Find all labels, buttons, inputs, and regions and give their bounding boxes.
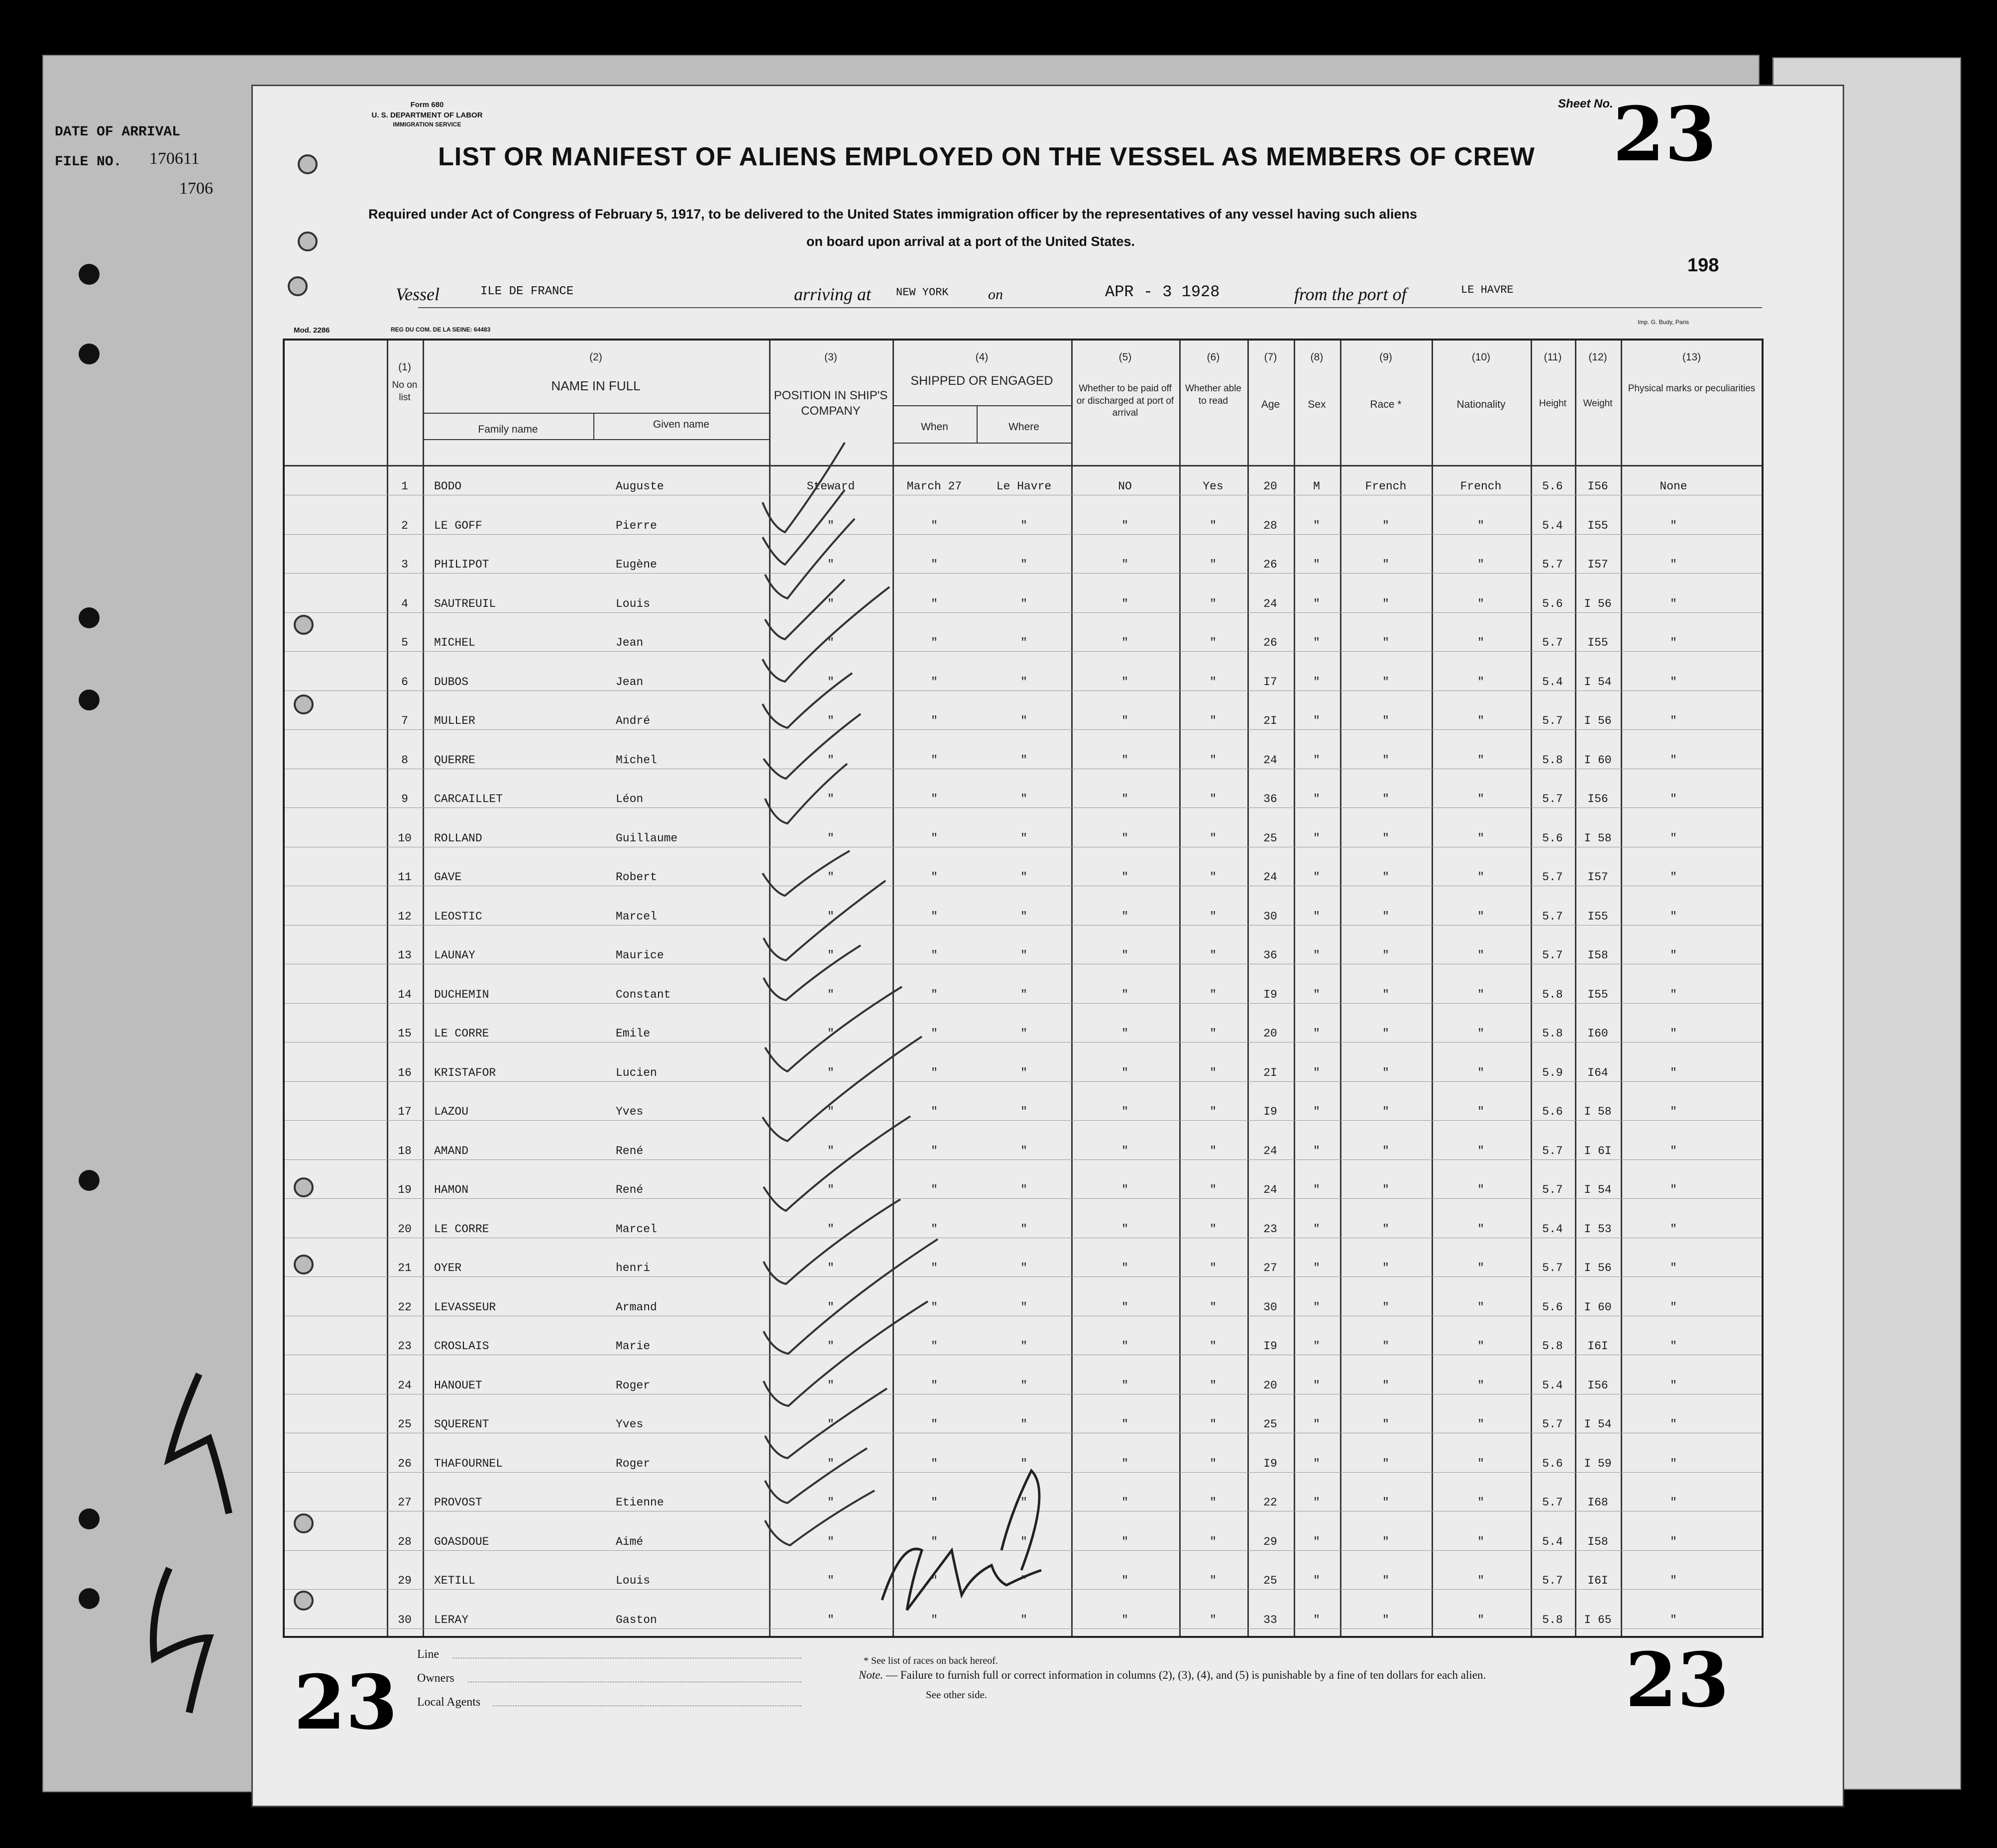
- given-name: Léon: [616, 793, 644, 806]
- col-4a-label: When: [921, 421, 948, 433]
- family-name: CROSLAIS: [434, 1340, 489, 1353]
- printer: Imp. G. Budy, Paris: [1638, 319, 1689, 326]
- file-label: FILE NO.: [55, 154, 122, 170]
- col-13-label: Physical marks or peculiarities: [1628, 383, 1756, 394]
- from-port-label: from the port of: [1294, 284, 1407, 304]
- mod-number: Mod. 2286: [294, 326, 330, 335]
- given-name: Roger: [616, 1379, 651, 1392]
- punch-hole: [79, 1508, 100, 1529]
- punch-hole: [79, 344, 100, 364]
- col-9-label: Race *: [1370, 399, 1402, 410]
- family-name: LE CORRE: [434, 1222, 489, 1236]
- voyage-rule: [418, 307, 1762, 308]
- col-13-number: (13): [1682, 351, 1701, 363]
- department: U. S. DEPARTMENT OF LABOR: [371, 111, 483, 119]
- given-name: Constant: [616, 988, 671, 1001]
- vessel-name: ILE DE FRANCE: [480, 285, 574, 298]
- binder-ring: [298, 231, 318, 251]
- handwriting-overlay: [285, 341, 1766, 1640]
- family-name: ROLLAND: [434, 831, 482, 845]
- col-5-label: Whether to be paid off or discharged at port of arrival: [1076, 383, 1174, 419]
- arrival-label: DATE OF ARRIVAL: [55, 124, 181, 140]
- col-2-label: NAME IN FULL: [551, 378, 641, 393]
- family-name: LERAY: [434, 1613, 469, 1626]
- file-number-1: 170611: [149, 149, 200, 168]
- family-name: MICHEL: [434, 636, 475, 649]
- family-name: LAUNAY: [434, 949, 475, 962]
- family-name: LAZOU: [434, 1105, 469, 1118]
- sheet-number-top: 23: [1613, 91, 1717, 178]
- crew-manifest-table: (1) No on list (2) NAME IN FULL Family name Given name (3) POSITION IN SHIP'S COMPANY (4) SHIPPED OR ENGAGED When Where (5) Whether to be paid off or discharged at port of arrival (6) Whether able to read (7) Age (8) Sex (9) Race * (10) Nationality (11) Height (12) Weight (13) Physical marks or peculiarities 1 BODO Auguste Steward March 27 Le Havre NO Yes 20 M French French 5.6 I56 None 2 LE GOFF Pierre " " " " " 28 " " " 5.4 I55 " 3 PHILIPOT Eugène " " " " " 26 " " " 5.7 I57 " 4 SAUTREUIL Louis " " " " " 24 " " " 5.6 I 56 " 5 MICHEL Jean " " " " " 26 " " " 5.7 I55 " 6 DUBOS Jean " " " " " I7 " " " 5.4 I 54 " 7 MULLER André " " " " " 2I " " " 5.7 I 56 " 8 QUERRE Michel " " " " " 24 " " " 5.8 I 60 " 9 CARCAILLET Léon " " " " " 36 " " " 5.7 I56 " 10 ROLLAND Guillaume " " " " " 25 " " " 5.6 I 58 " 11 GAVE Robert " " " " " 24 " " " 5.7 I57 " 12 LEOSTIC Marcel " " " " " 30 " " " 5.7 I55 " 13 LAUNAY Maurice " " " " " 36 " " " 5.7 I58 " 14 DUCHEMIN Constant " " " " " I9 " " " 5.8 I55 " 15 LE CORRE Emile " " " " " 20 " " " 5.8 I60 " 16 KRISTAFOR Lucien " " " " " 2I " " " 5.9 I64 " 17 LAZOU Yves " " " " " I9 " " " 5.6 I 58 " 18 AMAND René " " " " " 24 " " " 5.7 I 6I " 19 HAMON René " " " " " 24 " " " 5.7 I 54 " 20 LE CORRE Marcel " " " " " 23 " " " 5.4 I 53 " 21 OYER henri " " " " " 27 " " " 5.7 I 56 " 22 LEVASSEUR Armand " " " " " 30 " " " 5.6 I 60 " 23 CROSLAIS Marie " " " " " I9 " " " 5.8 I6I " 24 HANOUET Roger " " " " " 20 " " " 5.4 I56 " 25 SQUERENT Yves " " " " " 25 " " " 5.7 I 54 " 26 THAFOURNEL Roger " " " " " I9 " " " 5.6 I 59 " 27 PROVOST Etienne " " " " " 22 " " " 5.7 I68 " 28 GOASDOUE Aimé " " " " " 29 " " " 5.4 I58 " 29 XETILL Louis " " " " " 25 " " " 5.7 I6I " 30 LERAY Gaston " " " " " 33 " " " 5.8 I 65 ": [283, 339, 1764, 1638]
- family-name: PHILIPOT: [434, 558, 489, 571]
- family-name: GOASDOUE: [434, 1535, 489, 1548]
- col-9-number: (9): [1379, 351, 1392, 363]
- departure-port: LE HAVRE: [1461, 284, 1514, 296]
- given-name: Armand: [616, 1300, 657, 1314]
- family-name: OYER: [434, 1262, 462, 1274]
- arriving-label: arriving at: [794, 284, 872, 304]
- arrival-port: NEW YORK: [896, 286, 949, 299]
- col-10-number: (10): [1471, 351, 1491, 363]
- family-name: XETILL: [434, 1574, 475, 1587]
- col-7-number: (7): [1264, 351, 1277, 363]
- given-name: René: [616, 1144, 644, 1157]
- manifest-title: LIST OR MANIFEST OF ALIENS EMPLOYED ON THE VESSEL AS MEMBERS OF CREW: [438, 142, 1535, 171]
- file-number-2: 1706: [179, 179, 213, 198]
- vessel-label: Vessel: [396, 284, 440, 304]
- family-name: PROVOST: [434, 1496, 482, 1509]
- punch-hole: [79, 1170, 100, 1191]
- note-text: — Failure to furnish full or correct information in columns (2), (3), (4), and (5) is punishable by a fine of ten dollars for each alien.: [886, 1669, 1486, 1681]
- subtitle-line-1: Required under Act of Congress of February 5, 1917, to be delivered to the United States immigration officer by the representatives of any vessel having such aliens: [368, 207, 1418, 222]
- col-8-label: Sex: [1308, 399, 1326, 410]
- family-name: QUERRE: [434, 753, 475, 767]
- col-5-number: (5): [1118, 351, 1132, 363]
- given-name: Pierre: [616, 519, 657, 532]
- punch-hole: [79, 1588, 100, 1609]
- see-other-side: See other side.: [926, 1689, 988, 1701]
- col-6-number: (6): [1207, 351, 1220, 363]
- col-11-number: (11): [1544, 351, 1562, 363]
- owners-label: Owners: [417, 1672, 454, 1685]
- sheet-label: Sheet No.: [1558, 97, 1613, 111]
- col-7-label: Age: [1261, 399, 1280, 410]
- line-label: Line: [417, 1648, 439, 1661]
- given-name: Yves: [616, 1105, 644, 1118]
- family-name: SAUTREUIL: [434, 597, 496, 610]
- given-name: Marcel: [616, 910, 657, 923]
- family-name: DUCHEMIN: [434, 988, 489, 1001]
- given-name: Louis: [616, 597, 651, 610]
- page-number: 198: [1687, 255, 1719, 276]
- on-label: on: [988, 286, 1003, 303]
- given-name: Jean: [616, 675, 644, 689]
- given-name: Lucien: [616, 1066, 657, 1079]
- family-name: LE CORRE: [434, 1027, 489, 1040]
- col-10-label: Nationality: [1456, 399, 1506, 410]
- given-name: Michel: [616, 753, 657, 767]
- given-name: Marcel: [616, 1222, 657, 1236]
- given-name: Roger: [616, 1457, 651, 1470]
- given-name: René: [616, 1183, 644, 1196]
- given-name: Aimé: [616, 1535, 644, 1548]
- family-name: HAMON: [434, 1183, 469, 1196]
- file-stamp: [50, 115, 244, 234]
- subtitle-line-2: on board upon arrival at a port of the United States.: [806, 234, 1135, 249]
- local-agents-label: Local Agents: [417, 1696, 481, 1709]
- sheet-number-bottom-right: 23: [1625, 1636, 1729, 1724]
- given-name: Eugène: [616, 558, 657, 571]
- family-name: LEOSTIC: [434, 910, 482, 923]
- arrival-date: APR - 3 1928: [1105, 283, 1220, 301]
- sheet-number-bottom-left: 23: [294, 1659, 398, 1746]
- given-name: Marie: [616, 1340, 651, 1353]
- service: IMMIGRATION SERVICE: [393, 121, 461, 128]
- given-name: Etienne: [616, 1496, 664, 1509]
- col-4b-label: Where: [1008, 421, 1039, 433]
- col-12-number: (12): [1588, 351, 1607, 363]
- given-name: henri: [616, 1262, 651, 1274]
- given-name: Auguste: [616, 480, 664, 493]
- given-name: Louis: [616, 1574, 651, 1587]
- family-name: THAFOURNEL: [434, 1457, 503, 1470]
- col-8-number: (8): [1310, 351, 1324, 363]
- punch-hole: [79, 607, 100, 628]
- given-name: Gaston: [616, 1613, 657, 1626]
- col-2-number: (2): [589, 351, 602, 363]
- given-name: Maurice: [616, 949, 664, 962]
- family-name: LE GOFF: [434, 519, 482, 532]
- registry: REG DU COM. DE LA SEINE: 64483: [391, 326, 491, 333]
- family-name: KRISTAFOR: [434, 1066, 496, 1079]
- family-name: GAVE: [434, 871, 462, 884]
- family-name: MULLER: [434, 714, 475, 727]
- col-12-label: Weight: [1583, 398, 1613, 409]
- col-4-number: (4): [975, 351, 989, 363]
- col-3-number: (3): [824, 351, 837, 363]
- form-number: Form 680: [410, 101, 444, 109]
- family-name: BODO: [434, 480, 462, 493]
- note-label: Note.: [859, 1669, 884, 1681]
- given-name: Robert: [616, 871, 657, 884]
- col-3-label: POSITION IN SHIP'S COMPANY: [774, 389, 888, 418]
- given-name: Guillaume: [616, 831, 678, 845]
- col-6-label: Whether able to read: [1185, 383, 1241, 406]
- col-11-label: Height: [1539, 398, 1566, 409]
- col-1-label: No on list: [392, 380, 418, 403]
- family-name: CARCAILLET: [434, 793, 503, 806]
- family-name: HANOUET: [434, 1379, 482, 1392]
- binder-ring: [288, 276, 308, 296]
- races-note: * See list of races on back hereof.: [864, 1655, 998, 1666]
- checkmarks: [763, 443, 938, 1545]
- punch-hole: [79, 690, 100, 710]
- given-name: Jean: [616, 636, 644, 649]
- margin-handwriting: [124, 1344, 289, 1752]
- col-1-number: (1): [398, 361, 411, 373]
- punch-hole: [79, 264, 100, 285]
- binder-ring: [298, 154, 318, 174]
- given-name: André: [616, 714, 651, 727]
- family-name: DUBOS: [434, 675, 469, 689]
- family-name: LEVASSEUR: [434, 1300, 496, 1314]
- family-name: AMAND: [434, 1144, 469, 1157]
- family-name: SQUERENT: [434, 1418, 489, 1431]
- given-name: Yves: [616, 1418, 644, 1431]
- col-2b-label: Given name: [653, 419, 710, 430]
- col-4-label: SHIPPED OR ENGAGED: [910, 374, 1053, 388]
- col-2a-label: Family name: [478, 424, 538, 435]
- given-name: Emile: [616, 1027, 651, 1040]
- officer-signature: [882, 1471, 1041, 1610]
